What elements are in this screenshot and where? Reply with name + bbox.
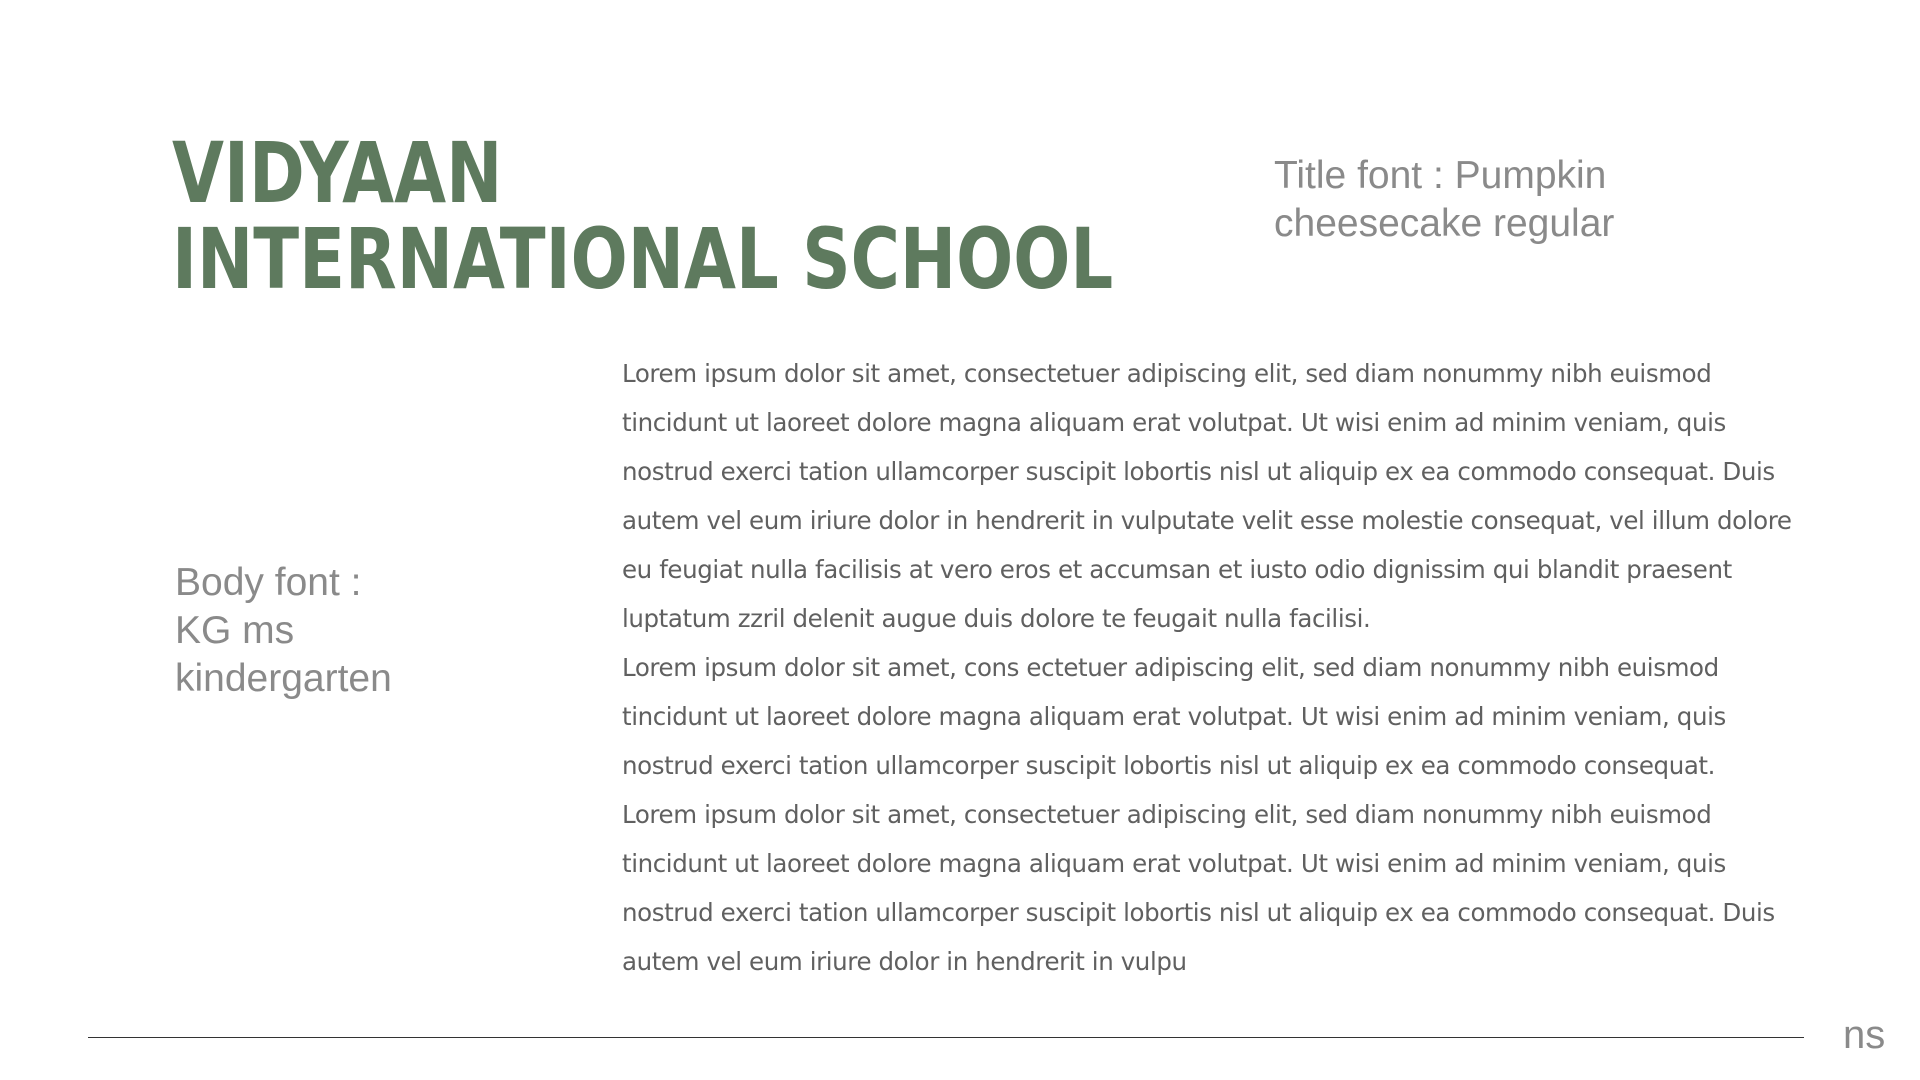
school-title-line1: VIDYAAN	[172, 124, 503, 222]
body-font-note-line3: kindergarten	[175, 657, 392, 700]
body-text-block	[622, 349, 1802, 986]
body-paragraph: Lorem ipsum dolor sit amet, consectetuer adipiscing elit, sed diam nonummy nibh euismod tincidunt ut laoreet dolore magna aliquam erat volutpat. Ut wisi enim ad minim veniam, quis nostrud exerci tation ullamcorper suscipit lobortis nisl ut aliquip ex ea commodo consequat. Duis autem vel eum iriure dolor in hendrerit in vulputate velit esse molestie consequat, vel illum dolore eu feugiat nulla facilisis at vero eros et accumsan et iusto odio dignissim qui blandit praesent luptatum zzril delenit augue duis dolore te feugait nulla facilisi.	[622, 359, 1792, 633]
body-paragraph: Lorem ipsum dolor sit amet, cons ectetuer adipiscing elit, sed diam nonummy nibh euismod tincidunt ut laoreet dolore magna aliquam erat volutpat. Ut wisi enim ad minim veniam, quis nostrud exerci tation ullamcorper suscipit lobortis nisl ut aliquip ex ea commodo consequat.	[622, 653, 1726, 780]
body-paragraph: Lorem ipsum dolor sit amet, consectetuer adipiscing elit, sed diam nonummy nibh euismod tincidunt ut laoreet dolore magna aliquam erat volutpat. Ut wisi enim ad minim veniam, quis nostrud exerci tation ullamcorper suscipit lobortis nisl ut aliquip ex ea commodo consequat. Duis autem vel eum iriure dolor in hendrerit in vulpu	[622, 800, 1775, 976]
school-title	[172, 124, 1114, 308]
title-font-note-line1: Title font : Pumpkin	[1274, 154, 1607, 197]
title-font-note-line2: cheesecake regular	[1274, 202, 1615, 245]
body-font-note-line2: KG ms	[175, 609, 295, 652]
body-font-note-line1: Body font :	[175, 561, 362, 604]
footer-divider	[88, 1037, 1804, 1038]
footer-mark: ns	[1843, 1013, 1886, 1057]
body-font-note	[175, 559, 475, 703]
school-title-line2: INTERNATIONAL SCHOOL	[172, 210, 1114, 308]
title-font-note	[1274, 152, 1694, 248]
